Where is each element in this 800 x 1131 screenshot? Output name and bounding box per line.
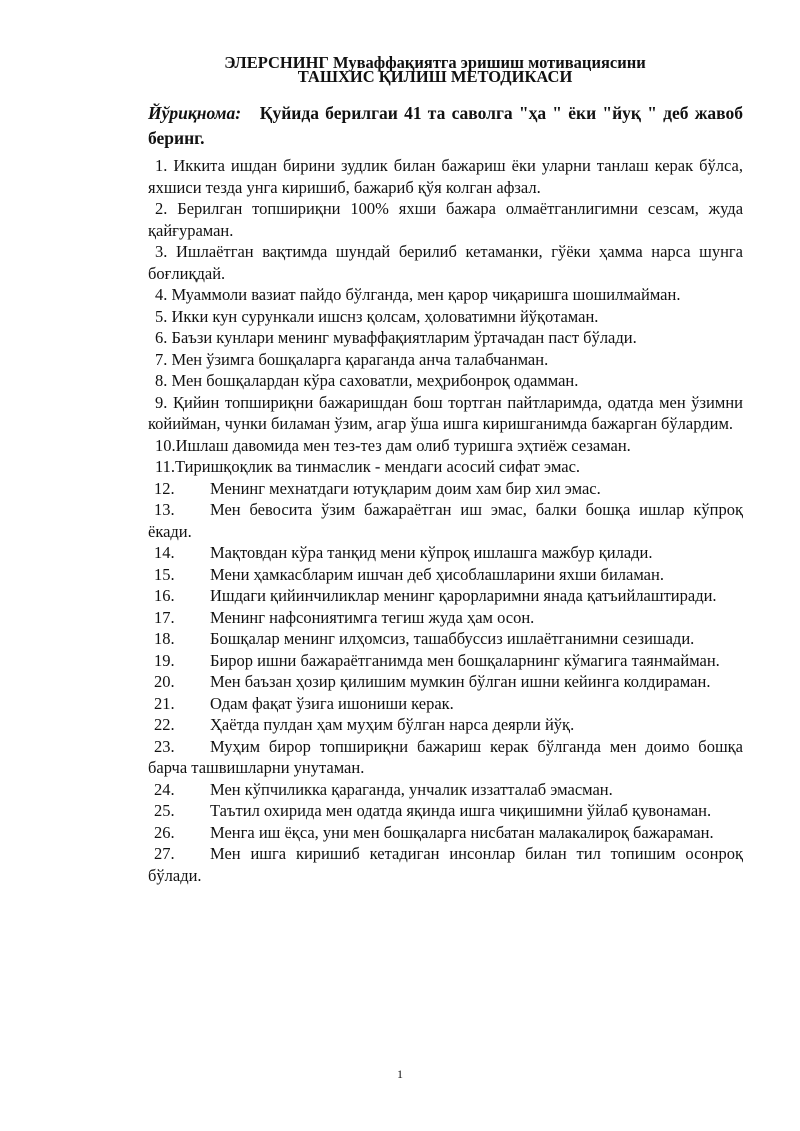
question-number: 18. xyxy=(154,629,175,648)
question-text: Ишлаш давомида мен тез-тез дам олиб туришга эҳтиёж сезаман. xyxy=(175,435,631,455)
question-item xyxy=(148,327,743,349)
question-item xyxy=(148,564,743,586)
question-item xyxy=(148,843,743,886)
question-number: 24. xyxy=(154,779,175,799)
question-item xyxy=(148,478,743,500)
question-text: Мен ўзимга бошқаларга қараганда анча талабчанман. xyxy=(171,349,549,369)
question-text: Қийин топшириқни бажаришдан бош тортган пайтларимда, одатда мен ўзимни койийман, чунки биламан ўзим, агар ўша ишга киришганимда бажарган бўлардим. xyxy=(148,392,743,433)
question-number: 13. xyxy=(154,500,175,519)
question-text: Ишдаги қийинчиликлар менинг қарорларимни янада қатъийлаштиради. xyxy=(210,586,717,605)
question-item xyxy=(148,650,743,672)
question-text: Мен кўпчиликка қараганда, унчалик иззатталаб эмасман. xyxy=(210,779,613,799)
question-item xyxy=(148,370,743,392)
question-text: Одам фақат ўзига ишониши керак. xyxy=(210,693,454,713)
question-item xyxy=(148,607,743,629)
question-item xyxy=(148,435,743,457)
question-number: 12. xyxy=(154,478,175,498)
question-item xyxy=(148,779,743,801)
question-number: 17. xyxy=(154,607,175,627)
question-number: 27. xyxy=(154,844,175,863)
question-number: 4. xyxy=(155,285,168,304)
question-text: Менинг мехнатдаги ютуқларим доим хам бир хил эмас. xyxy=(210,478,601,498)
question-number: 20. xyxy=(154,672,175,691)
question-text: Берилган топшириқни 100% яхши бажара олмаётганлигимни сезсам, жуда қайғураман. xyxy=(148,199,744,240)
question-number: 2. xyxy=(155,199,168,218)
page-number: 1 xyxy=(397,1067,403,1081)
question-item xyxy=(148,392,743,435)
question-text: Икки кун сурункали ишснз қолсам, ҳоловатимни йўқотаман. xyxy=(171,306,599,326)
instruction-label: Йўриқнома: xyxy=(148,103,242,123)
question-text: Мен ишга киришиб кетадиган инсонлар билан тил топишим осонроқ бўлади. xyxy=(148,844,743,885)
question-number: 16. xyxy=(154,586,175,605)
question-list xyxy=(148,155,743,886)
question-number: 15. xyxy=(154,564,175,584)
question-item xyxy=(148,499,743,542)
question-text: Баъзи кунлари менинг муваффақиятларим ўртачадан паст бўлади. xyxy=(171,328,637,347)
question-text: Иккита ишдан бирини зудлик билан бажариш ёки уларни танлаш керак бўлса, яхшиси тезда унга киришиб, бажариб қўя колган афзал. xyxy=(148,156,743,197)
question-text: Бирор ишни бажараётганимда мен бошқаларнинг кўмагига таянмайман. xyxy=(210,650,720,670)
question-number: 23. xyxy=(154,736,175,756)
question-item xyxy=(148,693,743,715)
question-item xyxy=(148,306,743,328)
question-text: Тиришқоқлик ва тинмаслик - мендаги асосий сифат эмас. xyxy=(175,457,581,476)
question-item xyxy=(148,585,743,607)
question-text: Мени ҳамкасбларим ишчан деб ҳисоблашларини яхши биламан. xyxy=(210,564,664,584)
question-text: Мақтовдан кўра танқид мени кўпроқ ишлашга мажбур қилади. xyxy=(210,543,653,562)
question-item xyxy=(148,349,743,371)
question-number: 22. xyxy=(154,715,175,734)
question-item xyxy=(148,628,743,650)
question-item xyxy=(148,736,743,779)
question-text: Муаммоли вазиат пайдо бўлганда, мен қарор чиқаришга шошилмайман. xyxy=(171,285,681,304)
question-number: 14. xyxy=(154,543,175,562)
question-item xyxy=(148,800,743,822)
question-number: 7. xyxy=(155,349,168,369)
question-number: 3. xyxy=(155,242,168,261)
question-item xyxy=(148,155,743,198)
question-number: 11. xyxy=(155,457,176,476)
question-item xyxy=(148,198,743,241)
question-number: 10. xyxy=(155,435,176,455)
question-number: 21. xyxy=(154,693,175,713)
question-item xyxy=(148,542,743,564)
question-item xyxy=(148,822,743,844)
question-number: 26. xyxy=(154,822,175,842)
question-text: Менга иш ёқса, уни мен бошқаларга нисбатан малакалироқ бажараман. xyxy=(210,822,714,842)
question-text: Таътил охирида мен одатда яқинда ишга чиқишимни ўйлаб қувонаман. xyxy=(210,801,712,820)
instruction-text: Қуйида берилгаи 41 та саволга "ҳа " ёки "йуқ " деб жавоб беринг. xyxy=(148,103,743,148)
title-line-2: ТАШХИС ҚИЛИШ МЕТОДИКАСИ xyxy=(297,67,573,86)
question-text: Мен бошқалардан кўра саховатли, меҳрибонроқ одамман. xyxy=(171,371,579,390)
question-item xyxy=(148,284,743,306)
question-text: Бошқалар менинг илҳомсиз, ташаббуссиз ишлаётганимни сезишади. xyxy=(210,629,695,648)
question-number: 19. xyxy=(154,650,175,670)
question-item xyxy=(148,714,743,736)
document-title xyxy=(150,53,720,86)
question-text: Ишлаётган вақтимда шундай берилиб кетаманки, гўёки ҳамма нарса шунга боғлиқдай. xyxy=(148,242,743,283)
question-text: Мен бевосита ўзим бажараётган иш эмас, балки бошқа ишлар кўпроқ ёкади. xyxy=(148,500,743,541)
question-number: 9. xyxy=(155,392,168,412)
question-number: 25. xyxy=(154,801,175,820)
question-number: 8. xyxy=(155,371,168,390)
title-line-1: ЭЛЕРСНИНГ Муваффақиятга эришиш мотивациясини xyxy=(224,53,646,72)
question-number: 6. xyxy=(155,328,168,347)
question-number: 1. xyxy=(155,156,168,175)
instruction xyxy=(148,101,743,151)
question-number: 5. xyxy=(155,306,168,326)
question-item xyxy=(148,671,743,693)
question-text: Мен баъзан ҳозир қилишим мумкин бўлган ишни кейинга колдираман. xyxy=(210,672,711,691)
question-text: Муҳим бирор топшириқни бажариш керак бўлганда мен доимо бошқа барча ташвишларни унутаман. xyxy=(148,736,743,777)
question-text: Ҳаётда пулдан ҳам муҳим бўлган нарса деярли йўқ. xyxy=(210,715,575,734)
question-text: Менинг нафсониятимга тегиш жуда ҳам осон. xyxy=(210,607,535,627)
question-item xyxy=(148,241,743,284)
question-item xyxy=(148,456,743,478)
